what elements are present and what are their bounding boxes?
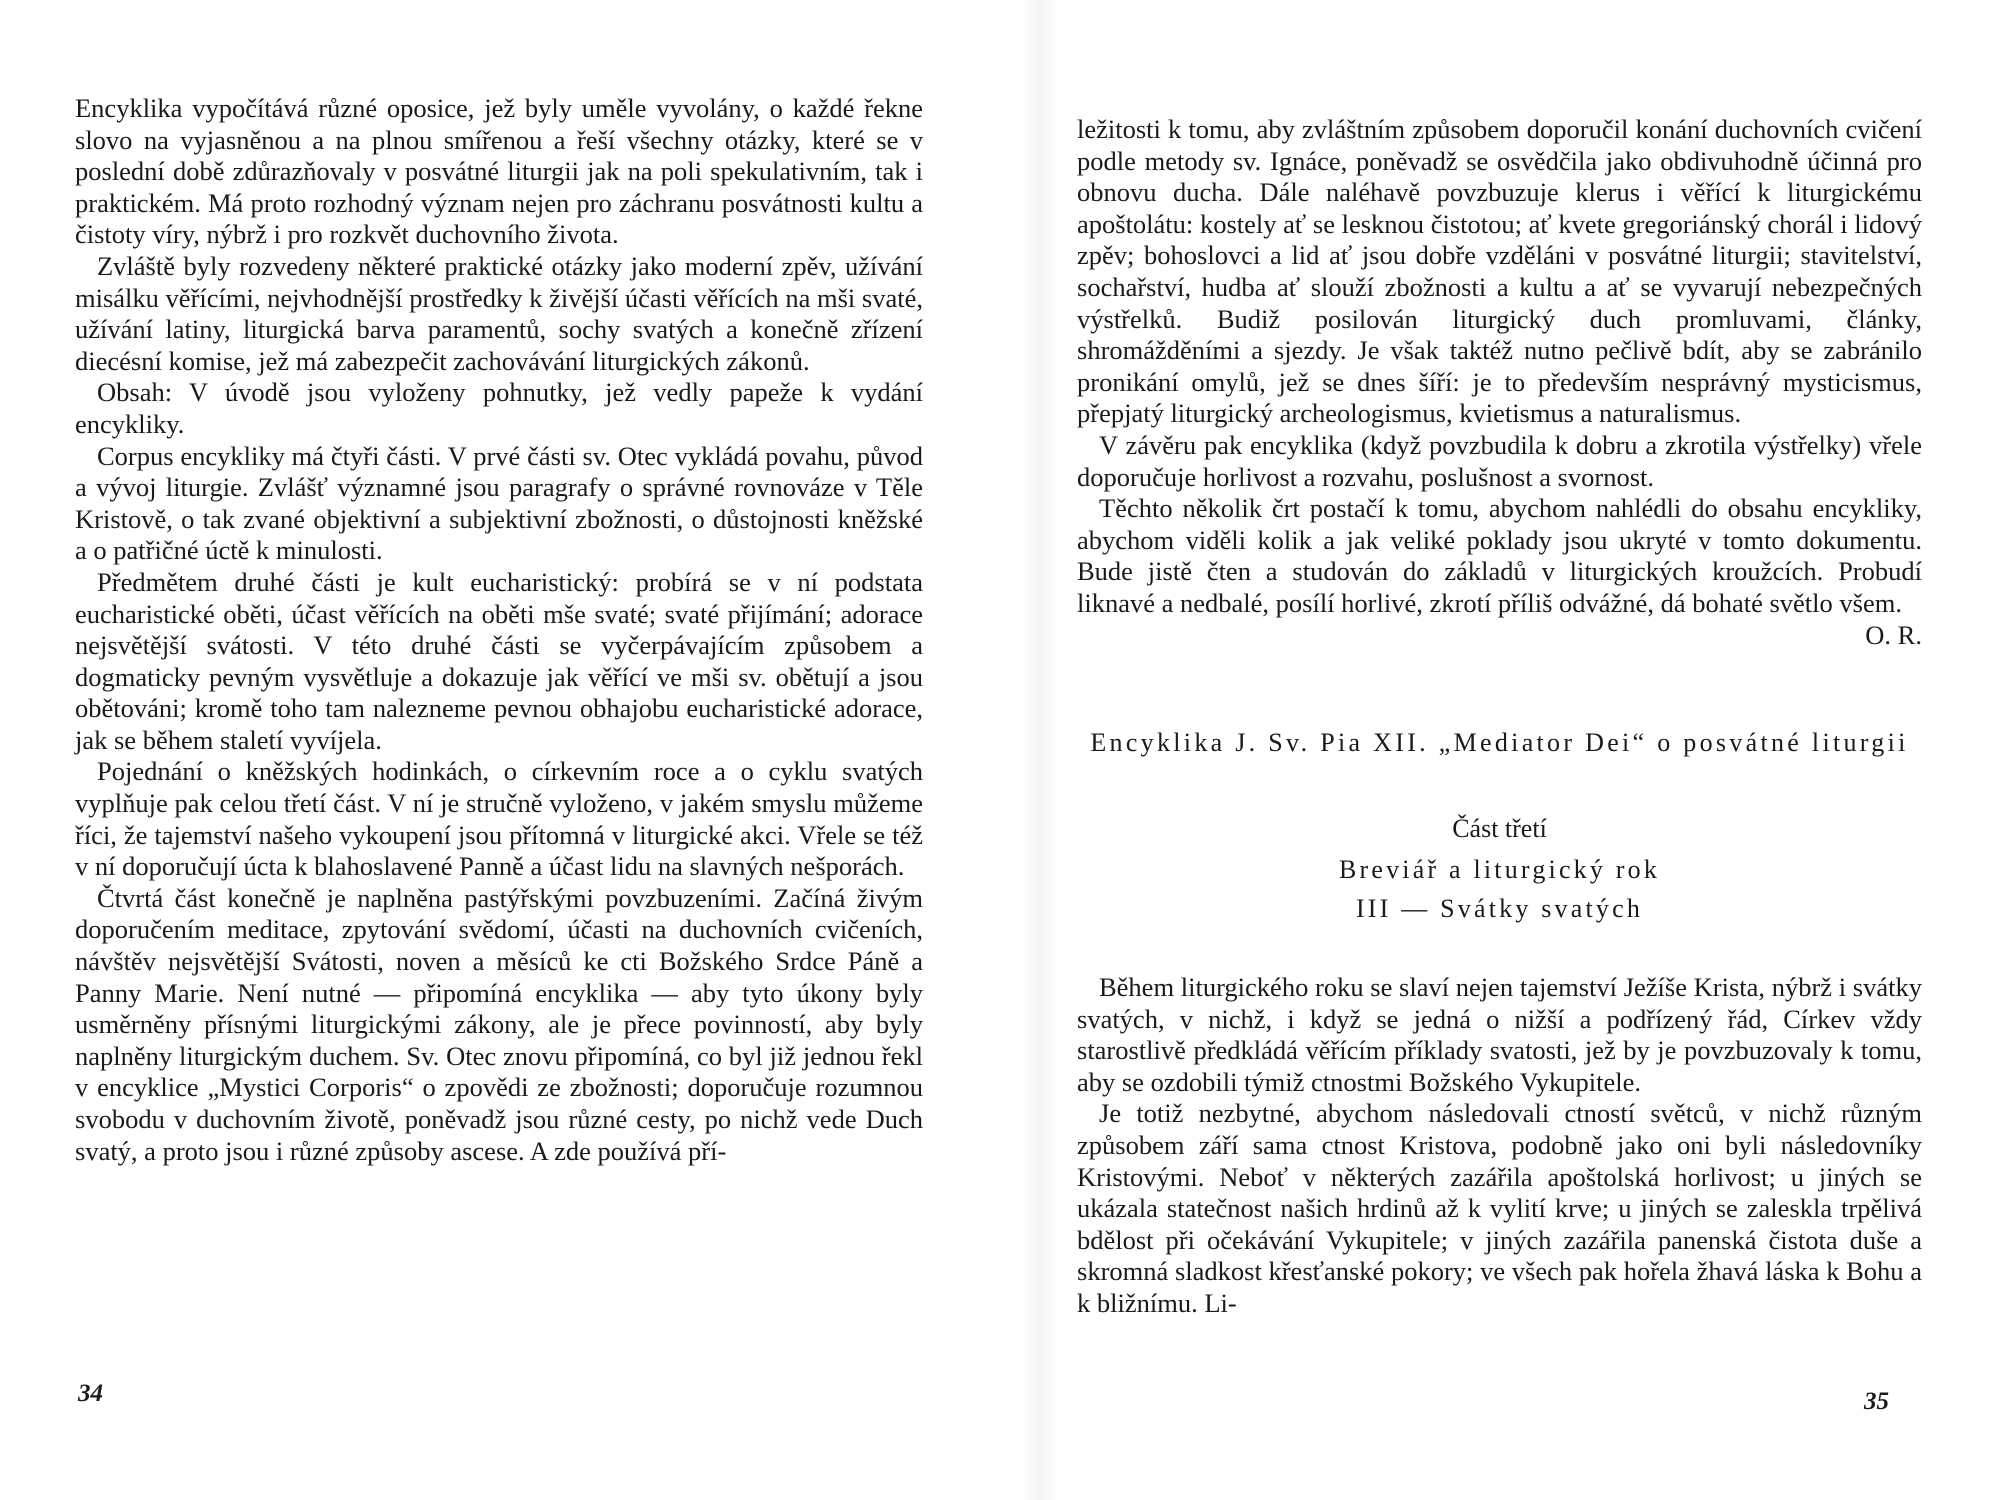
paragraph: Obsah: V úvodě jsou vyloženy pohnutky, jež vedly papeže k vydání encykliky.: [75, 377, 923, 439]
right-page: [1040, 0, 1990, 1500]
subtitle: Breviář a liturgický rok: [1338, 855, 1661, 884]
paragraph: Během liturgického roku se slaví nejen tajemství Ježíše Krista, nýbrž i svátky svatých, v nichž, i když se jedná o nižší a podřízený řád, Církev vždy starostlivě předkládá věřícím příklady svatosti, jež by je povzbuzovaly k tomu, aby se ozdobili týmiž ctnostmi Božského Vykupitele.: [1077, 972, 1922, 1097]
paragraph: [1077, 493, 1922, 650]
paragraph: V závěru pak encyklika (když povzbudila k dobru a zkrotila výstřelky) vřele doporučuje horlivost a rozvahu, poslušnost a svornost.: [1077, 429, 1922, 492]
encyclical-title: Encyklika J. Sv. Pia XII. „Mediator Dei“ o posvátné liturgii: [1090, 728, 1909, 757]
part-title: Část třetí: [1452, 814, 1547, 843]
paragraph: Zvláště byly rozvedeny některé praktické otázky jako moderní zpěv, užívání misálku věřícími, nejvhodnější prostředky k živější účasti věřících na mši svaté, užívání latiny, liturgická barva paramentů, sochy svatých a konečně zřízení diecésní komise, jež má zabezpečit zachovávání liturgických zákonů.: [75, 250, 923, 376]
paragraph: Pojednání o kněžských hodinkách, o církevním roce a o cyklu svatých vyplňuje pak celou třetí část. V ní je stručně vyloženo, v jakém smyslu můžeme říci, že tajemství našeho vykoupení jsou přítomná v liturgické akci. Vřele se též v ní doporučují úcta k blahoslavené Panně a účast lidu na slavných nešporách.: [75, 756, 923, 882]
paragraph: Corpus encykliky má čtyři části. V prvé části sv. Otec vykládá povahu, původ a vývoj liturgie. Zvlášť významné jsou paragrafy o správné rovnováze v Těle Kristově, o tak zvané objektivní a subjektivní zbožnosti, o důstojnosti kněžské a o patřičné úctě k minulosti.: [75, 440, 923, 566]
paragraph-text: Těchto několik črt postačí k tomu, abychom nahlédli do obsahu encykliky, abychom viděli kolik a jak veliké poklady jsou ukryté v tomto dokumentu. Bude jistě čten a studován do základů v liturgických kroužcích. Probudí liknavé a nedbalé, posílí horlivé, zkrotí příliš odvážné, dá bohaté světlo všem.: [1077, 493, 1922, 618]
paragraph: Čtvrtá část konečně je naplněna pastýřskými povzbuzeními. Začíná živým doporučením meditace, zpytování svědomí, účasti na duchovních cvičeních, návštěv nejsvětější Svátosti, noven a měsíců ke cti Božského Srdce Páně a Panny Marie. Není nutné — připomíná encyklika — aby tyto úkony byly usměrněny přísnými liturgickými zákony, ale je přece povinností, aby byly naplněny liturgickým duchem. Sv. Otec znovu připomíná, co byl již jednou řekl v encyklice „Mystici Corporis“ o zpovědi ze zbožnosti; doporučuje rozumnou svobodu v duchovním životě, poněvadž jsou různé cesty, po nichž vede Duch svatý, a proto jsou i různé způsoby ascese. A zde používá pří-: [75, 882, 923, 1166]
paragraph: Je totiž nezbytné, abychom následovali ctností světců, v nichž různým způsobem září sama ctnost Kristova, podobně jako oni byli následovníky Kristovými. Neboť v některých zazářila apoštolská horlivost; u jiných se ukázala statečnost našich hrdinů až k vylití krve; u jiných se zaleskla trpělivá bdělost při očekávání Vykupitele; v jiných zazářila panenská čistota duše a skromná sladkost křesťanské pokory; ve všech pak hořela žhavá láska k Bohu a k bližnímu. Li-: [1077, 1098, 1922, 1318]
paragraph: Encyklika vypočítává různé oposice, jež byly uměle vyvolány, o každé řekne slovo na vyjasněnou a na plnou smířenou a řeší všechny otázky, které se v poslední době zdůrazňovaly v posvátné liturgii jak na poli spekulativním, tak i praktickém. Má proto rozhodný význam nejen pro záchranu posvátnosti kultu a čistoty víry, nýbrž i pro rozkvět duchovního života.: [75, 93, 923, 250]
right-page-text-top: [1077, 114, 1922, 651]
section-heading: [1077, 727, 1922, 924]
section-title: III — Svátky svatých: [1355, 894, 1644, 923]
page-number-left: 34: [78, 1380, 103, 1407]
right-page-text-bottom: [1077, 972, 1922, 1320]
paragraph: ležitosti k tomu, aby zvláštním způsobem doporučil konání duchovních cvičení podle metody sv. Ignáce, poněvadž se osvědčila jako obdivuhodně účinná pro obnovu ducha. Dále naléhavě povzbuzuje klerus i věřící k liturgickému apoštolátu: kostely ať se lesknou čistotou; ať kvete gregoriánský chorál i lidový zpěv; bohoslovci a lid ať jsou dobře vzděláni v posvátné liturgii; stavitelství, sochařství, hudba ať slouží zbožnosti a kultu a ať se vyvarují nebezpečných výstřelků. Budiž posilován liturgický duch promluvami, články, shromážděními a sjezdy. Je však taktéž nutno pečlivě bdít, aby se zabránilo pronikání omylů, jež se dnes šíří: je to především nesprávný mysticismus, přepjatý liturgický archeologismus, kvietismus a naturalismus.: [1077, 114, 1922, 429]
left-page-text: [75, 93, 923, 1167]
paragraph: Předmětem druhé části je kult eucharistický: probírá se v ní podstata eucharistické oběti, účast věřících na oběti mše svaté; svaté přijímání; adorace nejsvětější svátosti. V této druhé části se vyčerpávajícím způsobem a dogmaticky pevným vysvětluje a dokazuje jak věřící ve mši sv. obětují a jsou obětováni; kromě toho tam nalezneme pevnou obhajobu eucharistické adorace, jak se během staletí vyvíjela.: [75, 566, 923, 755]
page-number-right: 35: [1864, 1388, 1889, 1415]
author-signature: O. R.: [1865, 619, 1922, 650]
